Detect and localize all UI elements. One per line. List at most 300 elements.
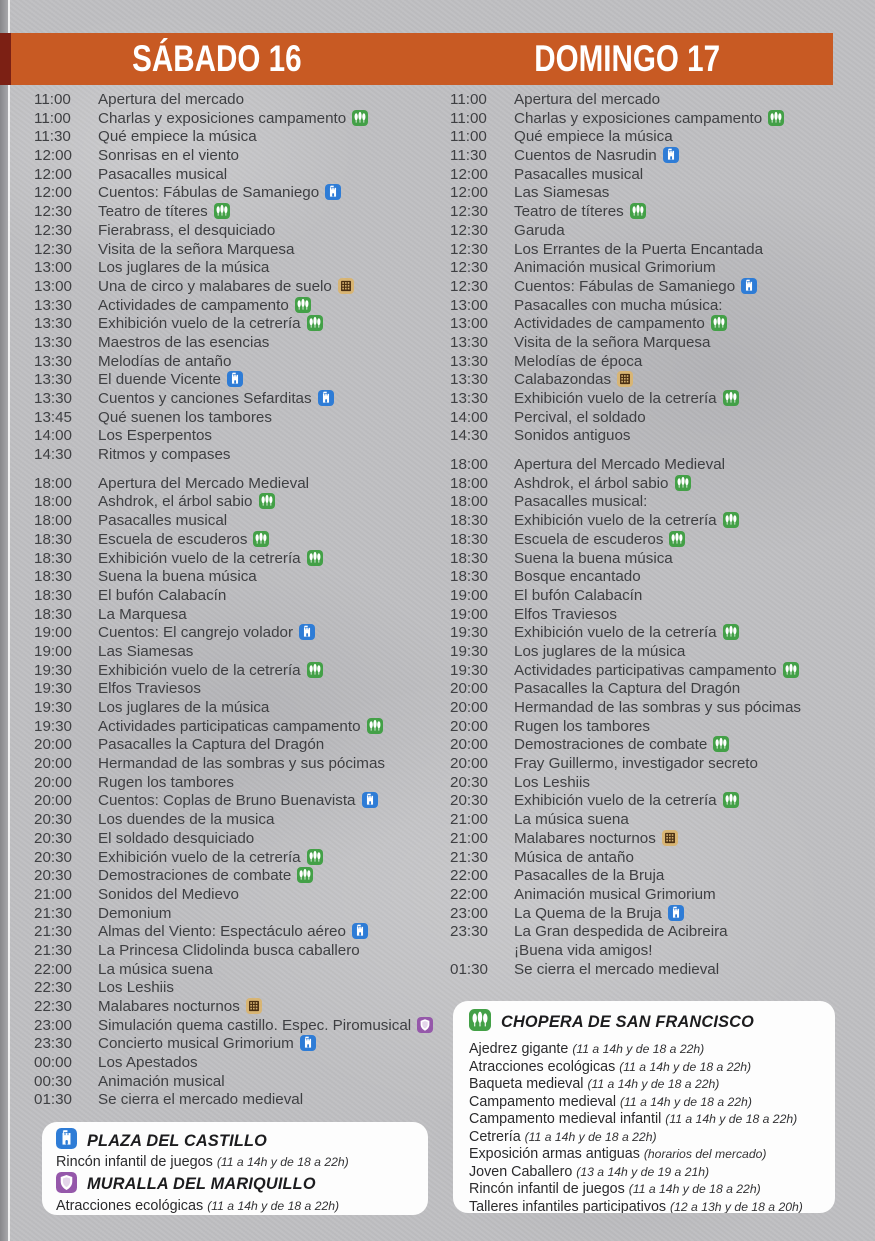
event-title: Concierto musical Grimorium	[98, 1035, 446, 1054]
trees-icon	[723, 390, 739, 409]
legend-item-hours: (horarios del mercado)	[643, 1147, 767, 1161]
event-title: Qué empiece la música	[98, 128, 257, 146]
event-time: 21:00	[34, 885, 73, 903]
event-time: 23:00	[34, 1016, 73, 1034]
legend-item: Ajedrez gigante (11 a 14h y de 18 a 22h)	[469, 1041, 705, 1057]
event-row	[34, 371, 446, 390]
event-row	[34, 830, 446, 849]
event-row	[450, 128, 862, 147]
event-title: Los Apestados	[98, 1054, 198, 1072]
event-title: Exhibición vuelo de la cetrería	[514, 512, 862, 531]
event-title: Escuela de escuderos	[514, 531, 862, 550]
event-time: 21:30	[34, 904, 73, 922]
event-row	[34, 1054, 446, 1073]
event-row	[34, 923, 446, 942]
event-row	[450, 736, 862, 755]
event-row	[450, 147, 862, 166]
event-row	[450, 409, 862, 428]
event-time: 18:00	[450, 474, 489, 492]
event-row	[34, 166, 446, 185]
event-time: 12:30	[34, 240, 73, 258]
trees-icon	[307, 849, 323, 868]
event-time: 13:30	[34, 333, 73, 351]
event-time: 19:00	[450, 605, 489, 623]
event-time: 13:45	[34, 408, 73, 426]
event-time: 22:00	[450, 885, 489, 903]
event-row	[450, 222, 862, 241]
event-time: 18:00	[34, 474, 73, 492]
event-title: Hermandad de las sombras y sus pócimas	[514, 699, 801, 716]
event-row	[34, 998, 446, 1017]
header-sunday	[422, 33, 833, 85]
event-row	[450, 774, 862, 793]
event-title: Los juglares de la música	[98, 699, 270, 716]
event-row	[34, 259, 446, 278]
event-row	[34, 147, 446, 166]
building-icon	[338, 278, 354, 297]
event-row	[450, 550, 862, 569]
castle-icon	[299, 624, 315, 643]
event-time: 19:00	[450, 586, 489, 604]
event-title: Sonidos antiguos	[514, 427, 631, 445]
event-row	[34, 718, 446, 737]
event-time: 14:30	[450, 427, 489, 445]
event-row	[450, 830, 862, 849]
event-time: 23:30	[34, 1035, 73, 1053]
event-title: Ashdrok, el árbol sabio	[98, 493, 446, 512]
event-row	[450, 353, 862, 372]
event-time: 18:00	[450, 493, 489, 511]
event-time: 00:00	[34, 1054, 73, 1072]
event-title: Charlas y exposiciones campamento	[98, 110, 446, 129]
saturday-title: SÁBADO 16	[131, 38, 302, 79]
event-time: 19:00	[34, 624, 73, 642]
event-row	[450, 371, 862, 390]
shield-icon	[417, 1017, 433, 1036]
event-title: La Marquesa	[98, 605, 187, 623]
event-title: Exhibición vuelo de la cetrería	[98, 550, 446, 569]
event-time: 11:00	[450, 128, 487, 146]
event-title: Cuentos: El cangrejo volador	[98, 624, 446, 643]
page-edge-shadow	[0, 0, 8, 1241]
event-row	[34, 849, 446, 868]
event-row	[34, 662, 446, 681]
event-time: 13:00	[34, 259, 73, 277]
event-title: Fierabrass, el desquiciado	[98, 221, 276, 239]
event-title: Los Leshiis	[98, 979, 174, 997]
event-title: Apertura del mercado	[98, 91, 245, 108]
event-title: Los Leshiis	[514, 773, 590, 791]
legend-entry-muralla	[56, 1174, 414, 1216]
event-row	[34, 942, 446, 961]
legend-item: Rincón infantil de juegos (11 a 14h y de 18 a 22h)	[469, 1181, 761, 1197]
event-row	[450, 867, 862, 886]
trees-icon	[469, 1009, 491, 1036]
event-time: 12:00	[450, 184, 489, 202]
event-time: 13:30	[450, 333, 489, 351]
trees-icon	[768, 110, 784, 129]
event-row	[450, 110, 862, 129]
venue-activity: Atracciones ecológicas (11 a 14h y de 18 a 22h)	[56, 1197, 340, 1214]
event-title: Sonidos del Medievo	[98, 885, 239, 903]
legend-item: Joven Caballero (13 a 14h y de 19 a 21h)	[469, 1163, 710, 1180]
building-icon	[246, 998, 262, 1017]
event-row	[34, 315, 446, 334]
header-left-accent	[0, 33, 11, 85]
event-row	[450, 427, 862, 446]
event-title: Cuentos y canciones Sefarditas	[98, 390, 446, 409]
venue-hours: (11 a 14h y de 18 a 22h)	[216, 1155, 349, 1169]
event-time: 18:00	[34, 512, 73, 530]
event-title: Apertura del Mercado Medieval	[514, 456, 726, 474]
event-row	[34, 792, 446, 811]
event-row	[450, 512, 862, 531]
event-title: Calabazondas	[514, 371, 862, 390]
event-time: 23:30	[450, 923, 489, 941]
event-row	[34, 680, 446, 699]
event-time: 20:00	[450, 717, 489, 735]
event-row	[34, 203, 446, 222]
event-time: 22:00	[34, 960, 73, 978]
event-time: 21:30	[34, 923, 73, 941]
event-title: Malabares nocturnos	[514, 830, 862, 849]
event-title: Los Esperpentos	[98, 427, 212, 445]
event-title: Demonium	[98, 904, 172, 922]
event-time: 12:30	[450, 240, 489, 258]
event-time	[450, 942, 514, 961]
event-title: Ritmos y compases	[98, 446, 231, 464]
shield-icon	[56, 1172, 77, 1198]
event-title: Exhibición vuelo de la cetrería	[514, 390, 862, 409]
venues-legend-box	[42, 1122, 428, 1215]
event-title: Apertura del Mercado Medieval	[98, 474, 310, 492]
event-time: 22:30	[34, 979, 73, 997]
trees-icon	[214, 203, 230, 222]
event-time: 20:30	[34, 829, 73, 847]
event-title: La Quema de la Bruja	[514, 905, 862, 924]
event-row	[34, 961, 446, 980]
event-time: 19:30	[34, 699, 73, 716]
event-time: 19:30	[450, 642, 489, 660]
event-row	[34, 353, 446, 372]
event-title: La música suena	[514, 811, 629, 829]
event-title: Actividades participativas campamento	[514, 662, 862, 681]
trees-icon	[253, 531, 269, 550]
event-time: 20:00	[34, 792, 73, 810]
page-edge-line	[8, 0, 10, 1241]
trees-icon	[711, 315, 727, 334]
trees-icon	[307, 550, 323, 569]
event-time: 11:30	[450, 147, 487, 165]
event-row	[450, 886, 862, 905]
event-time: 23:00	[450, 904, 489, 922]
event-row	[34, 241, 446, 260]
event-time: 21:30	[450, 848, 489, 866]
legend-entry-plaza	[56, 1130, 414, 1173]
event-time: 11:00	[34, 91, 71, 108]
event-row	[450, 942, 862, 961]
event-row	[450, 531, 862, 550]
event-time: 13:00	[450, 296, 489, 314]
event-time: 19:30	[450, 624, 489, 642]
event-title: La Gran despedida de Acibreira	[514, 923, 728, 941]
legend-item-hours: (12 a 13h y de 18 a 20h)	[670, 1199, 803, 1213]
event-row	[34, 110, 446, 129]
event-time: 18:30	[450, 568, 489, 586]
event-title: Una de circo y malabares de suelo	[98, 278, 446, 297]
event-time: 20:00	[34, 755, 73, 773]
event-title: Exhibición vuelo de la cetrería	[98, 315, 446, 334]
event-time: 19:30	[34, 717, 73, 735]
legend-item: Talleres infantiles participativos (12 a 13h y de 18 a 20h)	[469, 1198, 803, 1213]
legend-item: Baqueta medieval (11 a 14h y de 18 a 22h)	[469, 1076, 720, 1092]
event-time: 11:00	[450, 109, 487, 127]
event-title: Las Siamesas	[514, 184, 610, 202]
event-row	[34, 867, 446, 886]
event-title: Simulación quema castillo. Espec. Piromusical	[98, 1017, 446, 1036]
event-title: Rugen los tambores	[514, 717, 650, 735]
event-row	[34, 475, 446, 494]
event-title: Se cierra el mercado medieval	[98, 1091, 304, 1109]
event-row	[34, 606, 446, 625]
event-time: 18:30	[450, 530, 489, 548]
event-title: Actividades participaticas campamento	[98, 718, 446, 737]
event-row	[450, 334, 862, 353]
event-time: 12:00	[34, 147, 73, 165]
event-time: 14:30	[34, 446, 73, 464]
event-title: Pasacalles la Captura del Dragón	[514, 680, 741, 698]
event-time: 18:00	[450, 456, 489, 474]
chopera-legend-box	[453, 1001, 835, 1213]
event-title: Cuentos: Fábulas de Samaniego	[514, 278, 862, 297]
event-row	[450, 241, 862, 260]
event-title: Qué suenen los tambores	[98, 408, 272, 426]
event-time: 01:30	[450, 960, 489, 978]
event-title: Charlas y exposiciones campamento	[514, 110, 862, 129]
legend-item-hours: (11 a 14h y de 18 a 22h)	[619, 1094, 752, 1109]
event-row	[450, 680, 862, 699]
event-row	[34, 774, 446, 793]
event-row	[34, 1035, 446, 1054]
event-title: Escuela de escuderos	[98, 531, 446, 550]
castle-icon	[56, 1128, 77, 1154]
event-title: Hermandad de las sombras y sus pócimas	[98, 755, 385, 773]
event-time: 21:00	[450, 811, 489, 829]
event-title: Melodías de época	[514, 352, 643, 370]
event-row	[450, 961, 862, 980]
event-time: 12:30	[450, 203, 489, 221]
event-title: Suena la buena música	[514, 549, 673, 567]
legend-title-row	[56, 1130, 414, 1152]
event-row	[34, 1073, 446, 1092]
event-time: 21:30	[34, 941, 73, 959]
event-title: Pasacalles de la Bruja	[514, 867, 665, 885]
event-row	[34, 979, 446, 998]
event-row	[450, 91, 862, 110]
event-time: 20:30	[450, 773, 489, 791]
legend-item: Campamento medieval (11 a 14h y de 18 a 22h)	[469, 1093, 752, 1110]
legend-item: Cetrería (11 a 14h y de 18 a 22h)	[469, 1128, 657, 1145]
event-row	[450, 643, 862, 662]
event-title: Pasacalles musical	[514, 165, 644, 183]
castle-icon	[325, 184, 341, 203]
trees-icon	[783, 662, 799, 681]
event-row	[34, 427, 446, 446]
event-row	[450, 699, 862, 718]
event-row	[450, 278, 862, 297]
event-title: Los juglares de la música	[514, 642, 686, 660]
legend-item: Campamento medieval infantil (11 a 14h y de 18 a 22h)	[469, 1111, 798, 1127]
legend-title-row	[469, 1010, 819, 1034]
event-title: Teatro de títeres	[514, 203, 862, 222]
event-time: 12:30	[450, 259, 489, 277]
event-row	[34, 531, 446, 550]
event-row	[450, 297, 862, 316]
event-title: Exhibición vuelo de la cetrería	[98, 662, 446, 681]
sunday-schedule-column	[450, 91, 862, 979]
event-row	[34, 512, 446, 531]
legend-item-hours: (11 a 14h y de 18 a 22h)	[628, 1182, 761, 1196]
sunday-title: DOMINGO 17	[534, 38, 721, 79]
legend-item: Atracciones ecológicas (11 a 14h y de 18 a 22h)	[469, 1058, 752, 1075]
event-time: 20:00	[34, 773, 73, 791]
legend-item-hours: (13 a 14h y de 19 a 21h)	[576, 1164, 710, 1179]
event-title: Visita de la señora Marquesa	[98, 240, 295, 258]
event-time: 14:00	[34, 427, 73, 445]
event-row	[34, 699, 446, 718]
event-title: Exhibición vuelo de la cetrería	[98, 849, 446, 868]
saturday-schedule-column	[34, 91, 446, 1110]
event-time: 13:30	[450, 390, 489, 407]
event-row	[450, 493, 862, 512]
event-time: 13:30	[34, 390, 73, 407]
event-row	[34, 493, 446, 512]
event-title: El bufón Calabacín	[98, 586, 227, 604]
event-title: ¡Buena vida amigos!	[514, 941, 653, 959]
event-time: 00:30	[34, 1072, 73, 1090]
legend-title-row	[56, 1174, 414, 1196]
event-title: Actividades de campamento	[98, 297, 446, 316]
event-title: La música suena	[98, 960, 213, 978]
event-row	[450, 606, 862, 625]
event-time: 11:00	[450, 91, 487, 108]
event-time: 19:30	[34, 680, 73, 698]
event-title: Teatro de títeres	[98, 203, 446, 222]
event-time: 12:30	[450, 277, 489, 295]
event-row	[450, 755, 862, 774]
event-row	[34, 886, 446, 905]
event-row	[34, 128, 446, 147]
event-title: La Princesa Clidolinda busca caballero	[98, 941, 360, 959]
venue-title: MURALLA DEL MARIQUILLO	[87, 1175, 316, 1193]
event-time: 18:30	[450, 512, 489, 530]
event-row	[34, 568, 446, 587]
event-row	[34, 1017, 446, 1036]
event-row	[450, 203, 862, 222]
event-title: Rugen los tambores	[98, 773, 234, 791]
event-title: Percival, el soldado	[514, 408, 646, 426]
event-time: 18:00	[34, 493, 73, 511]
trees-icon	[675, 475, 691, 494]
event-time: 22:30	[34, 998, 73, 1015]
event-row	[34, 905, 446, 924]
legend-item-hours: (11 a 14h y de 18 a 22h)	[587, 1077, 720, 1091]
legend-item-hours: (11 a 14h y de 18 a 22h)	[524, 1129, 657, 1144]
event-row	[34, 278, 446, 297]
event-time: 13:00	[450, 315, 489, 333]
event-time: 20:00	[450, 680, 489, 698]
event-time: 18:30	[34, 568, 73, 586]
event-row	[450, 184, 862, 203]
event-row	[34, 643, 446, 662]
event-title: Los duendes de la musica	[98, 811, 275, 829]
event-time: 18:30	[450, 549, 489, 567]
building-icon	[662, 830, 678, 849]
event-time: 13:30	[450, 371, 489, 389]
event-title: Pasacalles musical	[98, 165, 228, 183]
event-time: 12:30	[450, 221, 489, 239]
event-row	[450, 811, 862, 830]
event-title: Pasacalles musical	[98, 512, 228, 530]
event-row	[34, 736, 446, 755]
event-title: Almas del Viento: Espectáculo aéreo	[98, 923, 446, 942]
event-row	[450, 587, 862, 606]
event-title: Las Siamesas	[98, 642, 194, 660]
header-saturday	[11, 33, 422, 85]
event-row	[450, 456, 862, 475]
event-time: 18:30	[34, 530, 73, 548]
event-title: Los juglares de la música	[98, 259, 270, 277]
castle-icon	[318, 390, 334, 409]
event-title: Demostraciones de combate	[514, 736, 862, 755]
event-row	[450, 662, 862, 681]
trees-icon	[723, 624, 739, 643]
event-title: Malabares nocturnos	[98, 998, 446, 1017]
event-title: Exhibición vuelo de la cetrería	[514, 624, 862, 643]
event-row	[34, 222, 446, 241]
event-title: Los Errantes de la Puerta Encantada	[514, 240, 764, 258]
event-time: 20:30	[34, 848, 73, 866]
event-row	[450, 259, 862, 278]
event-title: Visita de la señora Marquesa	[514, 333, 711, 351]
event-time: 13:30	[34, 352, 73, 370]
event-row	[34, 1091, 446, 1110]
event-time: 18:30	[34, 586, 73, 604]
event-row	[450, 166, 862, 185]
event-row	[450, 905, 862, 924]
event-time: 18:30	[34, 549, 73, 567]
event-time: 13:30	[34, 371, 73, 389]
event-title: El duende Vicente	[98, 371, 446, 390]
event-row	[34, 446, 446, 465]
event-row	[34, 91, 446, 110]
event-row	[34, 297, 446, 316]
venue-activity: Rincón infantil de juegos (11 a 14h y de 18 a 22h)	[56, 1154, 349, 1170]
event-time: 18:30	[34, 605, 73, 623]
legend-item-hours: (11 a 14h y de 18 a 22h)	[619, 1059, 752, 1074]
event-row	[34, 550, 446, 569]
event-time: 12:00	[450, 165, 489, 183]
castle-icon	[300, 1035, 316, 1054]
event-time: 13:30	[34, 296, 73, 314]
legend-item: Exposición armas antiguas (horarios del mercado)	[469, 1146, 767, 1162]
event-time: 12:30	[34, 221, 73, 239]
event-title: Pasacalles con mucha música:	[514, 296, 723, 314]
castle-icon	[352, 923, 368, 942]
event-row	[34, 755, 446, 774]
event-row	[34, 624, 446, 643]
event-row	[450, 792, 862, 811]
